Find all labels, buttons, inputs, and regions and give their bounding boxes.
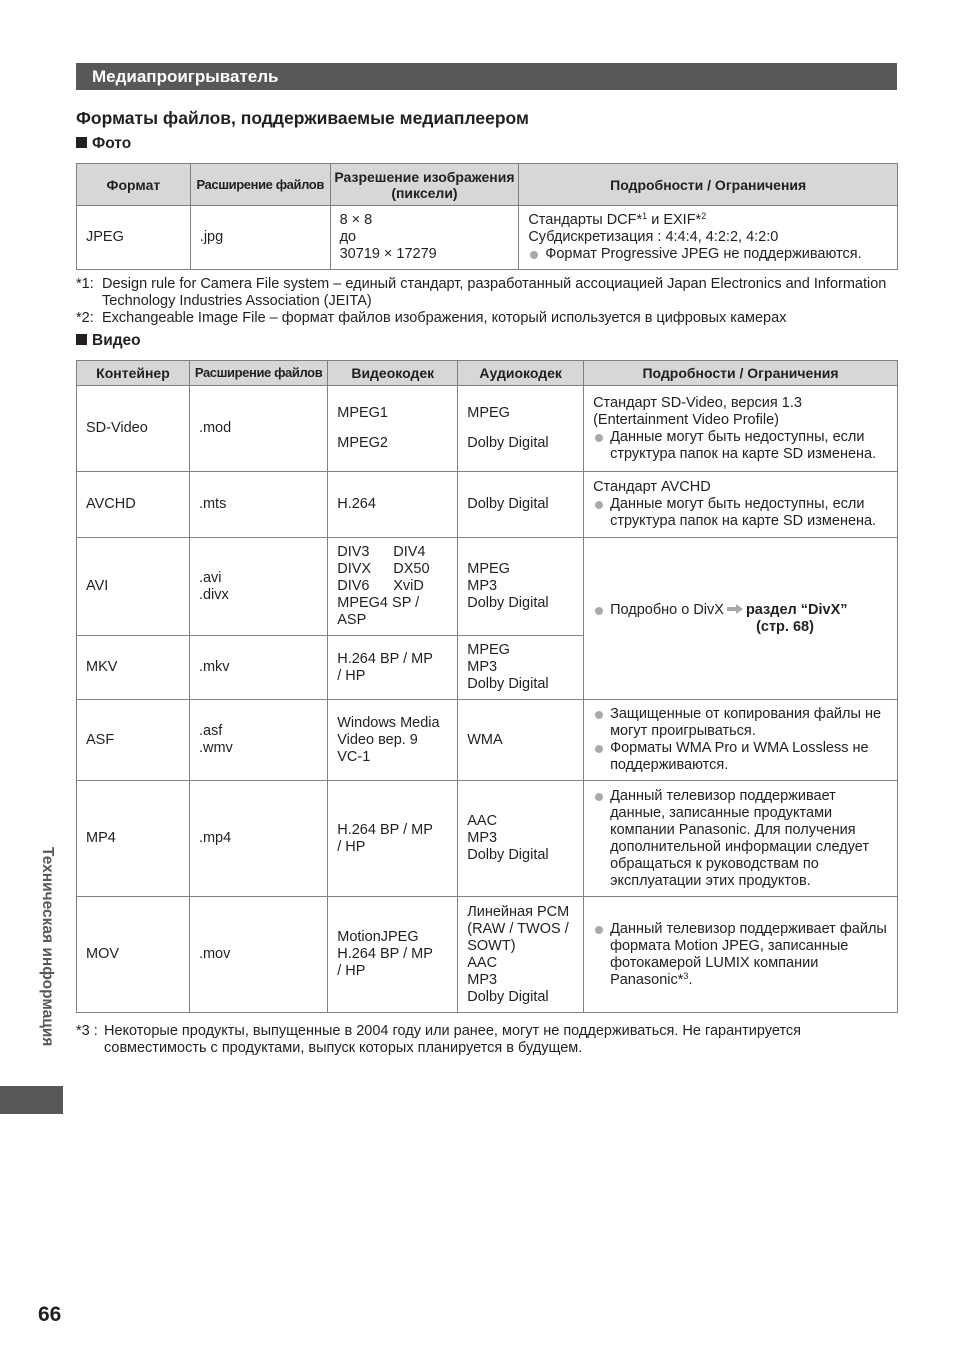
table-row — [77, 897, 898, 1013]
side-tab-marker — [0, 1086, 63, 1114]
cell-details: Стандарт SD-Video, версия 1.3 (Entertainment Video Profile) Данные могут быть недоступны, если структура папок на карте SD изменена. — [584, 386, 898, 472]
cell-audio-codec: Линейная PCM (RAW / TWOS / SOWT) AAC MP3 Dolby Digital — [458, 897, 584, 1013]
header-format: Формат — [77, 164, 191, 206]
square-bullet-icon — [76, 137, 87, 148]
footnote-1: *1: Design rule for Camera File system – единый стандарт, разработанный ассоциацией Japan Electronics and Information Technology Industries Association (JEITA) — [76, 276, 887, 309]
section-title: Медиапроигрыватель — [92, 67, 279, 86]
square-bullet-icon — [76, 334, 87, 345]
table-row — [77, 206, 898, 270]
cell-audio-codec: MPEG MP3 Dolby Digital — [458, 636, 584, 700]
cell-extension: .asf .wmv — [189, 700, 327, 781]
cell-extension: .mov — [189, 897, 327, 1013]
cell-extension: .jpg — [190, 206, 330, 270]
bullet-item: Данные могут быть недоступны, если структура папок на карте SD изменена. — [593, 496, 889, 530]
page-heading: Форматы файлов, поддерживаемые медиаплеером — [76, 108, 529, 128]
bullet-item: Данный телевизор поддерживает данные, записанные продуктами компании Panasonic. Для получения дополнительной информации следует обращаться к руководствам по эксплуатации этих продуктов. — [593, 788, 889, 890]
cell-video-codec: H.264 BP / MP / HP — [328, 636, 458, 700]
bullet-item: Данные могут быть недоступны, если структура папок на карте SD изменена. — [593, 429, 889, 463]
header-container: Контейнер — [77, 361, 190, 386]
table-row — [77, 781, 898, 897]
cell-video-codec: H.264 BP / MP / HP — [328, 781, 458, 897]
header-extension: Расширение файлов — [190, 164, 330, 206]
footnote-2: *2: Exchangeable Image File – формат файлов изображения, который используется в цифровых камерах — [76, 310, 787, 326]
table-row — [77, 700, 898, 781]
cell-container: AVCHD — [77, 472, 190, 538]
cell-video-codec: H.264 — [328, 472, 458, 538]
cell-resolution: 8 × 8 до 30719 × 17279 — [330, 206, 519, 270]
cell-extension: .mp4 — [189, 781, 327, 897]
cell-audio-codec: MPEG Dolby Digital — [458, 386, 584, 472]
video-subsection-title: Видео — [76, 332, 141, 350]
cell-video-codec: Windows Media Video вер. 9 VC-1 — [328, 700, 458, 781]
cell-extension: .mkv — [189, 636, 327, 700]
table-header-row — [77, 164, 898, 206]
cell-details — [584, 897, 898, 1013]
cell-audio-codec: WMA — [458, 700, 584, 781]
arrow-right-icon — [727, 604, 743, 614]
bullet-item: Форматы WMA Pro и WMA Lossless не поддерживаются. — [593, 740, 889, 774]
table-row — [77, 472, 898, 538]
cell-container: SD-Video — [77, 386, 190, 472]
photo-formats-table — [76, 163, 898, 270]
cell-details: Стандарты DCF*$^1$ и EXIF*$^2$ Субдискретизация : 4:4:4, 4:2:2, 4:2:0 Формат Progressive JPEG не поддерживаются. — [519, 206, 898, 270]
header-video-codec: Видеокодек — [328, 361, 458, 386]
footnote-3: *3 : Некоторые продукты, выпущенные в 2004 году или ранее, могут не поддерживаться. Не гарантируется совместимость с продуктами, выпуск которых планируется в будущем. — [76, 1023, 802, 1056]
bullet-item: Защищенные от копирования файлы не могут проигрываться. — [593, 706, 889, 740]
side-section-label: Техническая информация — [39, 847, 56, 1047]
cell-audio-codec: MPEG MP3 Dolby Digital — [458, 538, 584, 636]
cell-format: JPEG — [77, 206, 191, 270]
bullet-item: Формат Progressive JPEG не поддерживаются. — [528, 246, 889, 263]
header-extension: Расширение файлов — [189, 361, 327, 386]
photo-footnotes — [76, 276, 906, 327]
cell-container: ASF — [77, 700, 190, 781]
video-formats-table — [76, 360, 898, 1013]
video-footnote — [76, 1023, 906, 1057]
cell-extension: .mts — [189, 472, 327, 538]
cell-details — [584, 700, 898, 781]
photo-subsection-title: Фото — [76, 135, 131, 153]
cell-video-codec: DIV3 DIV4 DIVX DX50 DIV6 XviD MPEG4 SP / ASP — [328, 538, 458, 636]
cell-video-codec: MotionJPEG H.264 BP / MP / HP — [328, 897, 458, 1013]
page-number: 66 — [38, 1303, 62, 1326]
cell-details: Стандарт AVCHD Данные могут быть недоступны, если структура папок на карте SD изменена. — [584, 472, 898, 538]
bullet-item: Подробно о DivX раздел “DivX” (стр. 68) — [593, 602, 889, 636]
cell-details — [584, 781, 898, 897]
cell-extension: .mod — [189, 386, 327, 472]
cell-details-divx — [584, 538, 898, 700]
cell-video-codec: MPEG1 MPEG2 — [328, 386, 458, 472]
section-title-bar — [76, 63, 897, 90]
header-resolution: Разрешение изображения (пиксели) — [330, 164, 519, 206]
cell-container: MKV — [77, 636, 190, 700]
table-header-row — [77, 361, 898, 386]
cell-audio-codec: AAC MP3 Dolby Digital — [458, 781, 584, 897]
table-row — [77, 386, 898, 472]
header-audio-codec: Аудиокодек — [458, 361, 584, 386]
page-reference-link[interactable]: раздел “DivX” — [745, 601, 848, 618]
table-row — [77, 538, 898, 636]
cell-container: MP4 — [77, 781, 190, 897]
cell-extension: .avi .divx — [189, 538, 327, 636]
cell-container: AVI — [77, 538, 190, 636]
bullet-item: Данный телевизор поддерживает файлы формата Motion JPEG, записанные фотокамерой LUMIX компании Panasonic*$^3$. — [593, 921, 889, 989]
cell-audio-codec: Dolby Digital — [458, 472, 584, 538]
header-details: Подробности / Ограничения — [584, 361, 898, 386]
header-details: Подробности / Ограничения — [519, 164, 898, 206]
cell-container: MOV — [77, 897, 190, 1013]
